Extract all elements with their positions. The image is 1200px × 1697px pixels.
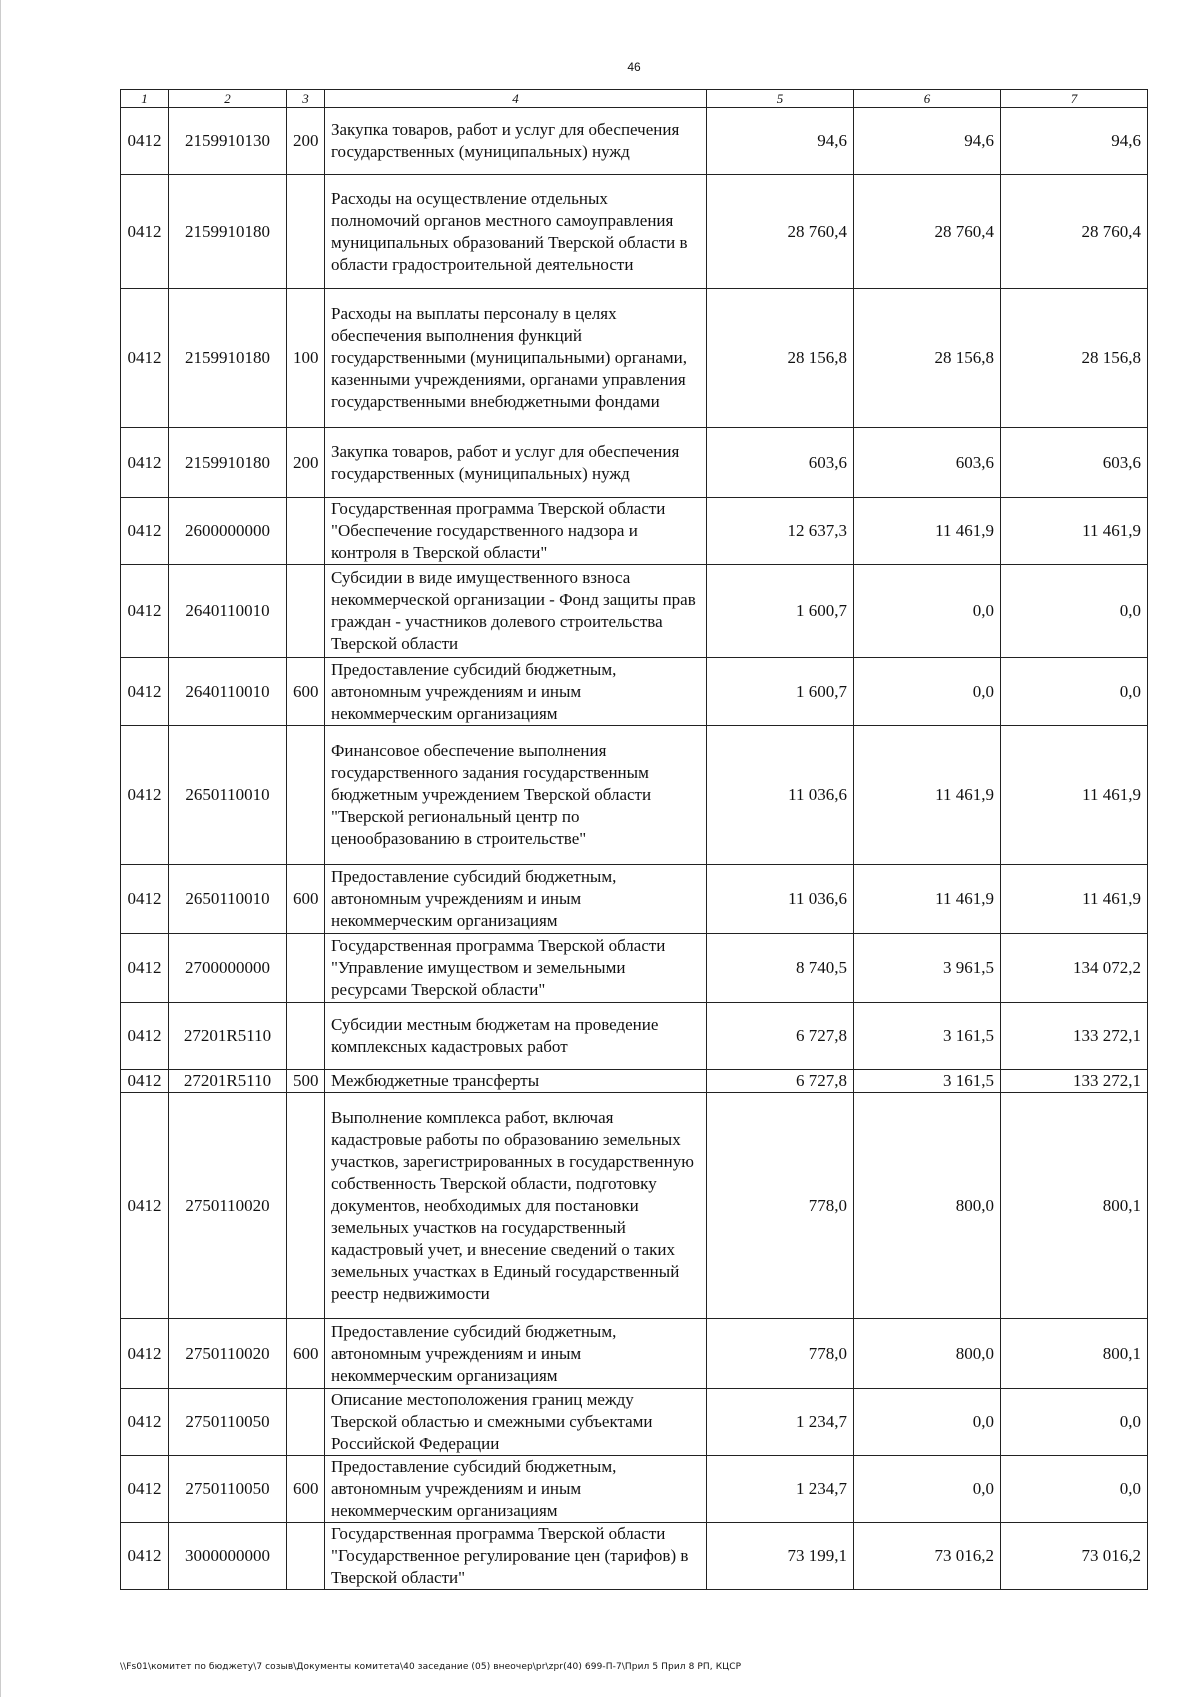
value-col6: 3 161,5: [854, 1070, 1001, 1093]
value-col6: 3 961,5: [854, 934, 1001, 1003]
value-col6: 800,0: [854, 1093, 1001, 1319]
value-col5: 6 727,8: [707, 1070, 854, 1093]
section-code: 0412: [121, 498, 169, 565]
target-code: 2650110010: [169, 865, 287, 934]
value-col5: 28 760,4: [707, 175, 854, 289]
description: Закупка товаров, работ и услуг для обеспечения государственных (муниципальных) нужд: [325, 428, 707, 498]
description: Выполнение комплекса работ, включая кадастровые работы по образованию земельных участков, зарегистрированных в государственную собственность Тверской области, подготовку документов, необходимых для постановки земельных участков на государственный кадастровый учет, и внесение сведений о таких земельных участках в Единый государственный реестр недвижимости: [325, 1093, 707, 1319]
section-code: 0412: [121, 658, 169, 726]
value-col6: 0,0: [854, 1456, 1001, 1523]
section-code: 0412: [121, 934, 169, 1003]
value-col7: 800,1: [1001, 1093, 1148, 1319]
target-code: 2750110020: [169, 1093, 287, 1319]
page-number: 46: [627, 60, 641, 74]
value-col5: 12 637,3: [707, 498, 854, 565]
scan-margin-line: [0, 0, 1, 1697]
value-col7: 134 072,2: [1001, 934, 1148, 1003]
description: Предоставление субсидий бюджетным, автономным учреждениям и иным некоммерческим организациям: [325, 658, 707, 726]
table-row: [121, 498, 1148, 565]
table-row: [121, 1523, 1148, 1590]
value-col6: 11 461,9: [854, 865, 1001, 934]
table-row: [121, 1070, 1148, 1093]
description: Предоставление субсидий бюджетным, автономным учреждениям и иным некоммерческим организациям: [325, 1319, 707, 1389]
value-col6: 800,0: [854, 1319, 1001, 1389]
value-col7: 0,0: [1001, 565, 1148, 658]
table-row: [121, 658, 1148, 726]
target-code: 2600000000: [169, 498, 287, 565]
expense-type: [287, 565, 325, 658]
table-row: [121, 1456, 1148, 1523]
value-col6: 0,0: [854, 658, 1001, 726]
target-code: 27201R5110: [169, 1070, 287, 1093]
target-code: 2700000000: [169, 934, 287, 1003]
description: Государственная программа Тверской области "Обеспечение государственного надзора и контроля в Тверской области": [325, 498, 707, 565]
table-row: [121, 1389, 1148, 1456]
section-code: 0412: [121, 175, 169, 289]
description: Государственная программа Тверской области "Управление имуществом и земельными ресурсами Тверской области": [325, 934, 707, 1003]
description: Предоставление субсидий бюджетным, автономным учреждениям и иным некоммерческим организациям: [325, 1456, 707, 1523]
value-col7: 11 461,9: [1001, 498, 1148, 565]
value-col7: 133 272,1: [1001, 1003, 1148, 1070]
target-code: 27201R5110: [169, 1003, 287, 1070]
value-col5: 28 156,8: [707, 289, 854, 428]
value-col6: 28 760,4: [854, 175, 1001, 289]
section-code: 0412: [121, 1003, 169, 1070]
column-header-2: 2: [169, 90, 287, 108]
value-col7: 0,0: [1001, 1456, 1148, 1523]
budget-table: [120, 89, 1148, 1590]
value-col6: 11 461,9: [854, 498, 1001, 565]
expense-type: [287, 498, 325, 565]
column-header-4: 4: [325, 90, 707, 108]
description: Государственная программа Тверской области "Государственное регулирование цен (тарифов) в Тверской области": [325, 1523, 707, 1590]
value-col7: 94,6: [1001, 108, 1148, 175]
expense-type: [287, 1389, 325, 1456]
value-col5: 1 600,7: [707, 658, 854, 726]
target-code: 2750110020: [169, 1319, 287, 1389]
expense-type: 100: [287, 289, 325, 428]
expense-type: [287, 1093, 325, 1319]
section-code: 0412: [121, 1456, 169, 1523]
target-code: 2750110050: [169, 1456, 287, 1523]
table-row: [121, 1319, 1148, 1389]
footer-file-path: \\Fs01\комитет по бюджету\7 созыв\Документы комитета\40 заседание (05) внеочер\pr\zpr(40) 699-П-7\Прил 5 Прил 8 РП, КЦСР: [120, 1662, 742, 1672]
section-code: 0412: [121, 565, 169, 658]
target-code: 2750110050: [169, 1389, 287, 1456]
value-col6: 0,0: [854, 1389, 1001, 1456]
value-col6: 603,6: [854, 428, 1001, 498]
table-row: [121, 934, 1148, 1003]
expense-type: [287, 1003, 325, 1070]
description: Предоставление субсидий бюджетным, автономным учреждениям и иным некоммерческим организациям: [325, 865, 707, 934]
table-row: [121, 428, 1148, 498]
expense-type: 600: [287, 865, 325, 934]
target-code: 2650110010: [169, 726, 287, 865]
value-col5: 778,0: [707, 1093, 854, 1319]
section-code: 0412: [121, 428, 169, 498]
value-col7: 28 760,4: [1001, 175, 1148, 289]
value-col7: 603,6: [1001, 428, 1148, 498]
value-col5: 778,0: [707, 1319, 854, 1389]
section-code: 0412: [121, 1523, 169, 1590]
table-row: [121, 726, 1148, 865]
target-code: 2159910180: [169, 175, 287, 289]
column-number-row: [121, 90, 1148, 108]
description: Субсидии местным бюджетам на проведение комплексных кадастровых работ: [325, 1003, 707, 1070]
value-col7: 11 461,9: [1001, 726, 1148, 865]
value-col7: 11 461,9: [1001, 865, 1148, 934]
value-col5: 6 727,8: [707, 1003, 854, 1070]
section-code: 0412: [121, 289, 169, 428]
value-col5: 73 199,1: [707, 1523, 854, 1590]
expense-type: 200: [287, 108, 325, 175]
description: Субсидии в виде имущественного взноса некоммерческой организации - Фонд защиты прав граждан - участников долевого строительства Тверской области: [325, 565, 707, 658]
target-code: 2159910180: [169, 289, 287, 428]
value-col7: 0,0: [1001, 658, 1148, 726]
description: Финансовое обеспечение выполнения государственного задания государственным бюджетным учреждением Тверской области "Тверской региональный центр по ценообразованию в строительстве": [325, 726, 707, 865]
target-code: 2159910130: [169, 108, 287, 175]
table-row: [121, 565, 1148, 658]
expense-type: 600: [287, 1456, 325, 1523]
table-body: [121, 108, 1148, 1590]
value-col5: 1 234,7: [707, 1456, 854, 1523]
expense-type: 500: [287, 1070, 325, 1093]
section-code: 0412: [121, 108, 169, 175]
expense-type: 600: [287, 1319, 325, 1389]
value-col6: 3 161,5: [854, 1003, 1001, 1070]
table-row: [121, 1003, 1148, 1070]
expense-type: [287, 175, 325, 289]
value-col5: 1 234,7: [707, 1389, 854, 1456]
target-code: 2159910180: [169, 428, 287, 498]
table-row: [121, 175, 1148, 289]
section-code: 0412: [121, 865, 169, 934]
expense-type: [287, 726, 325, 865]
value-col5: 1 600,7: [707, 565, 854, 658]
value-col7: 0,0: [1001, 1389, 1148, 1456]
table-row: [121, 289, 1148, 428]
section-code: 0412: [121, 1319, 169, 1389]
table-row: [121, 108, 1148, 175]
expense-type: [287, 1523, 325, 1590]
column-header-3: 3: [287, 90, 325, 108]
column-header-7: 7: [1001, 90, 1148, 108]
value-col7: 133 272,1: [1001, 1070, 1148, 1093]
value-col7: 800,1: [1001, 1319, 1148, 1389]
value-col6: 73 016,2: [854, 1523, 1001, 1590]
description: Закупка товаров, работ и услуг для обеспечения государственных (муниципальных) нужд: [325, 108, 707, 175]
expense-type: 600: [287, 658, 325, 726]
value-col7: 28 156,8: [1001, 289, 1148, 428]
section-code: 0412: [121, 1093, 169, 1319]
value-col5: 11 036,6: [707, 865, 854, 934]
target-code: 2640110010: [169, 565, 287, 658]
value-col6: 28 156,8: [854, 289, 1001, 428]
value-col6: 94,6: [854, 108, 1001, 175]
table-row: [121, 865, 1148, 934]
description: Расходы на осуществление отдельных полномочий органов местного самоуправления муниципальных образований Тверской области в области градостроительной деятельности: [325, 175, 707, 289]
target-code: 3000000000: [169, 1523, 287, 1590]
column-header-1: 1: [121, 90, 169, 108]
value-col6: 0,0: [854, 565, 1001, 658]
table-row: [121, 1093, 1148, 1319]
value-col5: 8 740,5: [707, 934, 854, 1003]
value-col5: 11 036,6: [707, 726, 854, 865]
section-code: 0412: [121, 726, 169, 865]
column-header-6: 6: [854, 90, 1001, 108]
expense-type: 200: [287, 428, 325, 498]
target-code: 2640110010: [169, 658, 287, 726]
description: Межбюджетные трансферты: [325, 1070, 707, 1093]
description: Описание местоположения границ между Тверской областью и смежными субъектами Российской Федерации: [325, 1389, 707, 1456]
section-code: 0412: [121, 1389, 169, 1456]
value-col6: 11 461,9: [854, 726, 1001, 865]
column-header-5: 5: [707, 90, 854, 108]
value-col5: 603,6: [707, 428, 854, 498]
description: Расходы на выплаты персоналу в целях обеспечения выполнения функций государственными (муниципальными) органами, казенными учреждениями, органами управления государственными внебюджетными фондами: [325, 289, 707, 428]
expense-type: [287, 934, 325, 1003]
section-code: 0412: [121, 1070, 169, 1093]
value-col5: 94,6: [707, 108, 854, 175]
value-col7: 73 016,2: [1001, 1523, 1148, 1590]
